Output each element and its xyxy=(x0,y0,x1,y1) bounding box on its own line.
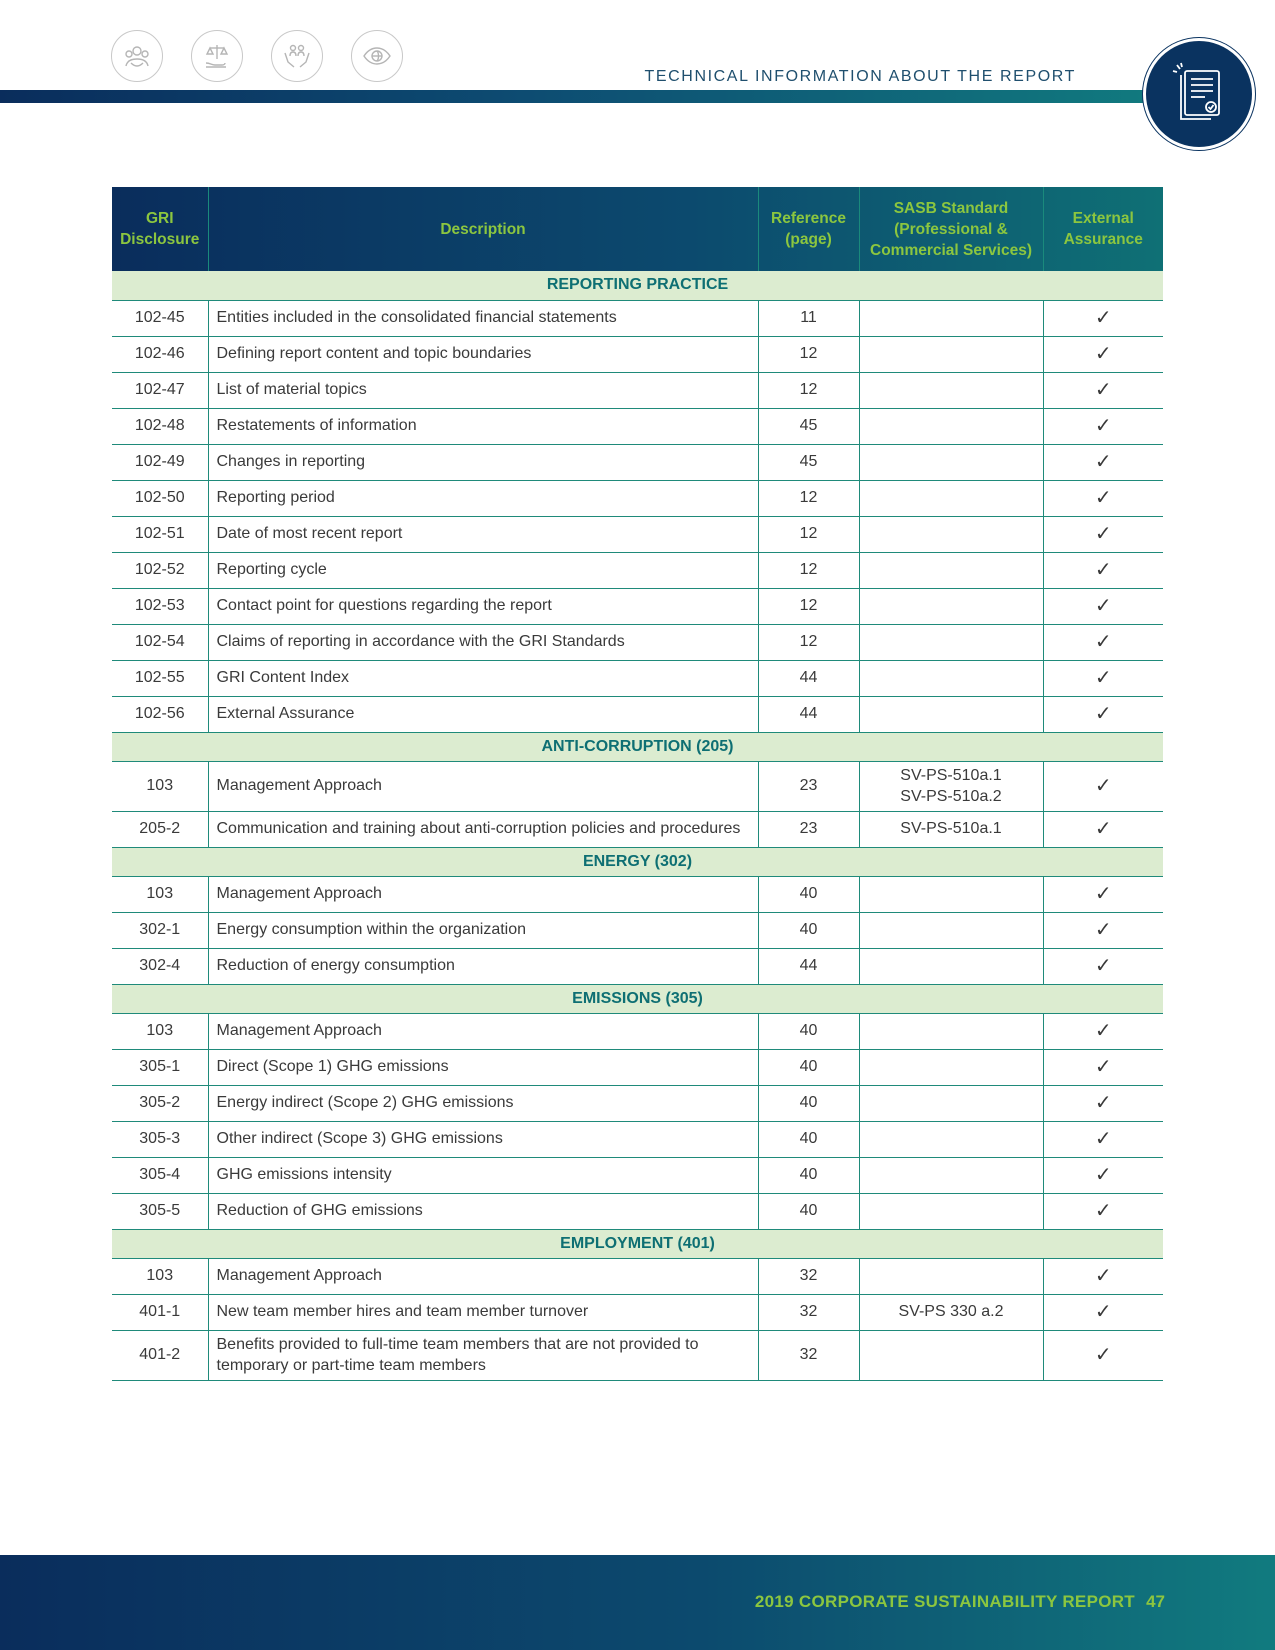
section-title: REPORTING PRACTICE xyxy=(112,271,1163,300)
description-cell: Management Approach xyxy=(208,1258,758,1294)
description-cell: Date of most recent report xyxy=(208,516,758,552)
table-body xyxy=(112,271,1163,1380)
disclosure-code-cell: 302-4 xyxy=(112,948,208,984)
external-assurance-cell xyxy=(1043,660,1163,696)
table-row xyxy=(112,660,1163,696)
column-header xyxy=(1043,187,1163,271)
external-assurance-cell xyxy=(1043,552,1163,588)
table-row xyxy=(112,372,1163,408)
page-reference-cell: 12 xyxy=(758,516,859,552)
sasb-standard-cell: SV-PS 330 a.2 xyxy=(859,1294,1043,1330)
disclosure-code-cell: 401-2 xyxy=(112,1330,208,1380)
table-row xyxy=(112,516,1163,552)
external-assurance-cell xyxy=(1043,1121,1163,1157)
external-assurance-cell xyxy=(1043,588,1163,624)
section-title: ANTI-CORRUPTION (205) xyxy=(112,732,1163,761)
external-assurance-cell xyxy=(1043,516,1163,552)
checkmark-icon: ✓ xyxy=(1094,594,1112,617)
description-cell: Communication and training about anti-corruption policies and procedures xyxy=(208,811,758,847)
table-row xyxy=(112,1330,1163,1380)
sasb-standard-cell xyxy=(859,948,1043,984)
table-row xyxy=(112,876,1163,912)
disclosure-code-cell: 103 xyxy=(112,1013,208,1049)
description-cell: List of material topics xyxy=(208,372,758,408)
column-header-line: Disclosure xyxy=(120,231,200,248)
sasb-standard-cell xyxy=(859,1085,1043,1121)
page-number: 47 xyxy=(1146,1592,1165,1611)
disclosure-code-cell: 102-49 xyxy=(112,444,208,480)
page-reference-cell: 32 xyxy=(758,1258,859,1294)
table-row xyxy=(112,1013,1163,1049)
disclosure-code-cell: 102-47 xyxy=(112,372,208,408)
checkmark-icon: ✓ xyxy=(1094,630,1112,653)
sasb-standard-cell xyxy=(859,624,1043,660)
sasb-standard-cell xyxy=(859,552,1043,588)
checkmark-icon: ✓ xyxy=(1094,522,1112,545)
description-cell: Management Approach xyxy=(208,761,758,811)
section-title: EMISSIONS (305) xyxy=(112,984,1163,1013)
external-assurance-cell xyxy=(1043,696,1163,732)
page-reference-cell: 32 xyxy=(758,1294,859,1330)
description-cell: Benefits provided to full-time team members that are not provided to temporary or part-time team members xyxy=(208,1330,758,1380)
sasb-standard-cell xyxy=(859,1258,1043,1294)
checkmark-icon: ✓ xyxy=(1094,378,1112,401)
table-row xyxy=(112,552,1163,588)
footer-report-title: 2019 CORPORATE SUSTAINABILITY REPORT xyxy=(754,1592,1135,1611)
gri-content-index-table xyxy=(112,187,1163,1381)
report-document-icon xyxy=(1143,38,1255,150)
table-row xyxy=(112,1121,1163,1157)
column-header xyxy=(112,187,208,271)
description-cell: Energy consumption within the organization xyxy=(208,912,758,948)
description-cell: Reporting cycle xyxy=(208,552,758,588)
disclosure-code-cell: 305-3 xyxy=(112,1121,208,1157)
description-cell: Other indirect (Scope 3) GHG emissions xyxy=(208,1121,758,1157)
table-row xyxy=(112,336,1163,372)
checkmark-icon: ✓ xyxy=(1094,817,1112,840)
disclosure-code-cell: 102-53 xyxy=(112,588,208,624)
sasb-standard-cell xyxy=(859,588,1043,624)
page-reference-cell: 12 xyxy=(758,480,859,516)
checkmark-icon: ✓ xyxy=(1094,558,1112,581)
disclosure-code-cell: 305-2 xyxy=(112,1085,208,1121)
table-row xyxy=(112,624,1163,660)
table-row xyxy=(112,1193,1163,1229)
column-header-line: SASB Standard xyxy=(893,199,1009,217)
external-assurance-cell xyxy=(1043,1049,1163,1085)
page-reference-cell: 12 xyxy=(758,552,859,588)
table-row xyxy=(112,948,1163,984)
description-cell: Entities included in the consolidated financial statements xyxy=(208,300,758,336)
external-assurance-cell xyxy=(1043,1013,1163,1049)
checkmark-icon: ✓ xyxy=(1094,414,1112,437)
section-title: TECHNICAL INFORMATION ABOUT THE REPORT xyxy=(644,68,1076,85)
page-reference-cell: 11 xyxy=(758,300,859,336)
description-cell: Reduction of GHG emissions xyxy=(208,1193,758,1229)
external-assurance-cell xyxy=(1043,1157,1163,1193)
sasb-standard-cell xyxy=(859,912,1043,948)
page-reference-cell: 44 xyxy=(758,948,859,984)
sasb-standard-cell: SV-PS-510a.1 SV-PS-510a.2 xyxy=(859,761,1043,811)
checkmark-icon: ✓ xyxy=(1094,306,1112,329)
column-header-line: GRI xyxy=(145,210,174,227)
external-assurance-cell xyxy=(1043,300,1163,336)
external-assurance-cell xyxy=(1043,912,1163,948)
checkmark-icon: ✓ xyxy=(1094,774,1112,797)
table-row xyxy=(112,1157,1163,1193)
disclosure-code-cell: 102-45 xyxy=(112,300,208,336)
column-header-line: Commercial Services) xyxy=(870,241,1032,259)
page-reference-cell: 44 xyxy=(758,660,859,696)
checkmark-icon: ✓ xyxy=(1094,666,1112,689)
header-band xyxy=(0,90,1170,103)
sasb-standard-cell xyxy=(859,1330,1043,1380)
disclosure-code-cell: 102-52 xyxy=(112,552,208,588)
section-row xyxy=(112,984,1163,1013)
checkmark-icon: ✓ xyxy=(1094,486,1112,509)
disclosure-code-cell: 103 xyxy=(112,761,208,811)
external-assurance-cell xyxy=(1043,1294,1163,1330)
checkmark-icon: ✓ xyxy=(1094,1127,1112,1150)
page-reference-cell: 40 xyxy=(758,1157,859,1193)
column-header-line: (Professional & xyxy=(894,220,1008,238)
column-header xyxy=(859,187,1043,271)
sasb-standard-cell xyxy=(859,1121,1043,1157)
external-assurance-cell xyxy=(1043,1085,1163,1121)
sasb-standard-cell xyxy=(859,1193,1043,1229)
column-header-line: Description xyxy=(440,220,526,238)
table-row xyxy=(112,912,1163,948)
scales-hand-icon xyxy=(191,30,243,82)
sasb-standard-cell xyxy=(859,300,1043,336)
description-cell: Restatements of information xyxy=(208,408,758,444)
sasb-standard-cell: SV-PS-510a.1 xyxy=(859,811,1043,847)
sasb-standard-cell xyxy=(859,660,1043,696)
sasb-standard-cell xyxy=(859,1049,1043,1085)
table-row xyxy=(112,1049,1163,1085)
section-row xyxy=(112,271,1163,300)
section-title: EMPLOYMENT (401) xyxy=(112,1229,1163,1258)
table-row xyxy=(112,761,1163,811)
table-row xyxy=(112,696,1163,732)
table-row xyxy=(112,300,1163,336)
checkmark-icon: ✓ xyxy=(1094,954,1112,977)
disclosure-code-cell: 305-1 xyxy=(112,1049,208,1085)
description-cell: Management Approach xyxy=(208,1013,758,1049)
external-assurance-cell xyxy=(1043,948,1163,984)
sasb-standard-cell xyxy=(859,1013,1043,1049)
external-assurance-cell xyxy=(1043,1258,1163,1294)
description-cell: Contact point for questions regarding the report xyxy=(208,588,758,624)
sasb-standard-cell xyxy=(859,372,1043,408)
table-row xyxy=(112,1085,1163,1121)
description-cell: New team member hires and team member turnover xyxy=(208,1294,758,1330)
disclosure-code-cell: 103 xyxy=(112,1258,208,1294)
column-header-line: Assurance xyxy=(1063,231,1143,248)
section-row xyxy=(112,1229,1163,1258)
external-assurance-cell xyxy=(1043,336,1163,372)
external-assurance-cell xyxy=(1043,1330,1163,1380)
disclosure-code-cell: 305-5 xyxy=(112,1193,208,1229)
external-assurance-cell xyxy=(1043,372,1163,408)
section-title: ENERGY (302) xyxy=(112,847,1163,876)
eye-globe-icon xyxy=(351,30,403,82)
column-header-line: (page) xyxy=(785,231,832,248)
description-cell: External Assurance xyxy=(208,696,758,732)
sasb-standard-cell xyxy=(859,480,1043,516)
page-reference-cell: 40 xyxy=(758,912,859,948)
description-cell: Management Approach xyxy=(208,876,758,912)
disclosure-code-cell: 102-55 xyxy=(112,660,208,696)
sasb-standard-cell xyxy=(859,336,1043,372)
table-row xyxy=(112,588,1163,624)
sasb-standard-cell xyxy=(859,408,1043,444)
description-cell: GRI Content Index xyxy=(208,660,758,696)
external-assurance-cell xyxy=(1043,480,1163,516)
page-reference-cell: 23 xyxy=(758,761,859,811)
page-reference-cell: 12 xyxy=(758,588,859,624)
description-cell: Changes in reporting xyxy=(208,444,758,480)
table-row xyxy=(112,1258,1163,1294)
disclosure-code-cell: 205-2 xyxy=(112,811,208,847)
external-assurance-cell xyxy=(1043,624,1163,660)
sasb-standard-cell xyxy=(859,516,1043,552)
page-reference-cell: 40 xyxy=(758,1085,859,1121)
sasb-standard-cell xyxy=(859,1157,1043,1193)
table-header xyxy=(112,187,1163,271)
table-row xyxy=(112,408,1163,444)
sasb-standard-cell xyxy=(859,876,1043,912)
description-cell: Reporting period xyxy=(208,480,758,516)
checkmark-icon: ✓ xyxy=(1094,1055,1112,1078)
external-assurance-cell xyxy=(1043,444,1163,480)
checkmark-icon: ✓ xyxy=(1094,342,1112,365)
page-reference-cell: 12 xyxy=(758,372,859,408)
column-header xyxy=(208,187,758,271)
page-reference-cell: 40 xyxy=(758,1013,859,1049)
checkmark-icon: ✓ xyxy=(1094,1019,1112,1042)
external-assurance-cell xyxy=(1043,761,1163,811)
external-assurance-cell xyxy=(1043,811,1163,847)
description-cell: Claims of reporting in accordance with the GRI Standards xyxy=(208,624,758,660)
checkmark-icon: ✓ xyxy=(1094,702,1112,725)
checkmark-icon: ✓ xyxy=(1094,1199,1112,1222)
section-row xyxy=(112,732,1163,761)
checkmark-icon: ✓ xyxy=(1094,1264,1112,1287)
table-row xyxy=(112,480,1163,516)
description-cell: GHG emissions intensity xyxy=(208,1157,758,1193)
page-reference-cell: 40 xyxy=(758,1121,859,1157)
checkmark-icon: ✓ xyxy=(1094,918,1112,941)
sasb-standard-cell xyxy=(859,444,1043,480)
checkmark-icon: ✓ xyxy=(1094,1163,1112,1186)
external-assurance-cell xyxy=(1043,1193,1163,1229)
page-reference-cell: 12 xyxy=(758,624,859,660)
disclosure-code-cell: 102-50 xyxy=(112,480,208,516)
disclosure-code-cell: 103 xyxy=(112,876,208,912)
disclosure-code-cell: 102-51 xyxy=(112,516,208,552)
column-header-line: External xyxy=(1072,210,1134,227)
disclosure-code-cell: 102-54 xyxy=(112,624,208,660)
description-cell: Reduction of energy consumption xyxy=(208,948,758,984)
header-icon-row xyxy=(111,30,403,82)
checkmark-icon: ✓ xyxy=(1094,882,1112,905)
table-row xyxy=(112,811,1163,847)
hands-people-icon xyxy=(271,30,323,82)
external-assurance-cell xyxy=(1043,408,1163,444)
sasb-standard-cell xyxy=(859,696,1043,732)
disclosure-code-cell: 302-1 xyxy=(112,912,208,948)
column-header-line: Reference xyxy=(771,210,846,227)
external-assurance-cell xyxy=(1043,876,1163,912)
page-reference-cell: 40 xyxy=(758,1193,859,1229)
description-cell: Defining report content and topic boundaries xyxy=(208,336,758,372)
page-reference-cell: 45 xyxy=(758,408,859,444)
disclosure-code-cell: 102-48 xyxy=(112,408,208,444)
page-reference-cell: 40 xyxy=(758,1049,859,1085)
page-reference-cell: 32 xyxy=(758,1330,859,1380)
disclosure-code-cell: 305-4 xyxy=(112,1157,208,1193)
column-header xyxy=(758,187,859,271)
page-reference-cell: 12 xyxy=(758,336,859,372)
table-row xyxy=(112,444,1163,480)
section-row xyxy=(112,847,1163,876)
page-reference-cell: 23 xyxy=(758,811,859,847)
checkmark-icon: ✓ xyxy=(1094,1343,1112,1366)
page-reference-cell: 40 xyxy=(758,876,859,912)
checkmark-icon: ✓ xyxy=(1094,450,1112,473)
disclosure-code-cell: 102-56 xyxy=(112,696,208,732)
table-row xyxy=(112,1294,1163,1330)
checkmark-icon: ✓ xyxy=(1094,1300,1112,1323)
checkmark-icon: ✓ xyxy=(1094,1091,1112,1114)
page-reference-cell: 44 xyxy=(758,696,859,732)
group-care-icon xyxy=(111,30,163,82)
page-reference-cell: 45 xyxy=(758,444,859,480)
disclosure-code-cell: 102-46 xyxy=(112,336,208,372)
description-cell: Direct (Scope 1) GHG emissions xyxy=(208,1049,758,1085)
disclosure-code-cell: 401-1 xyxy=(112,1294,208,1330)
description-cell: Energy indirect (Scope 2) GHG emissions xyxy=(208,1085,758,1121)
